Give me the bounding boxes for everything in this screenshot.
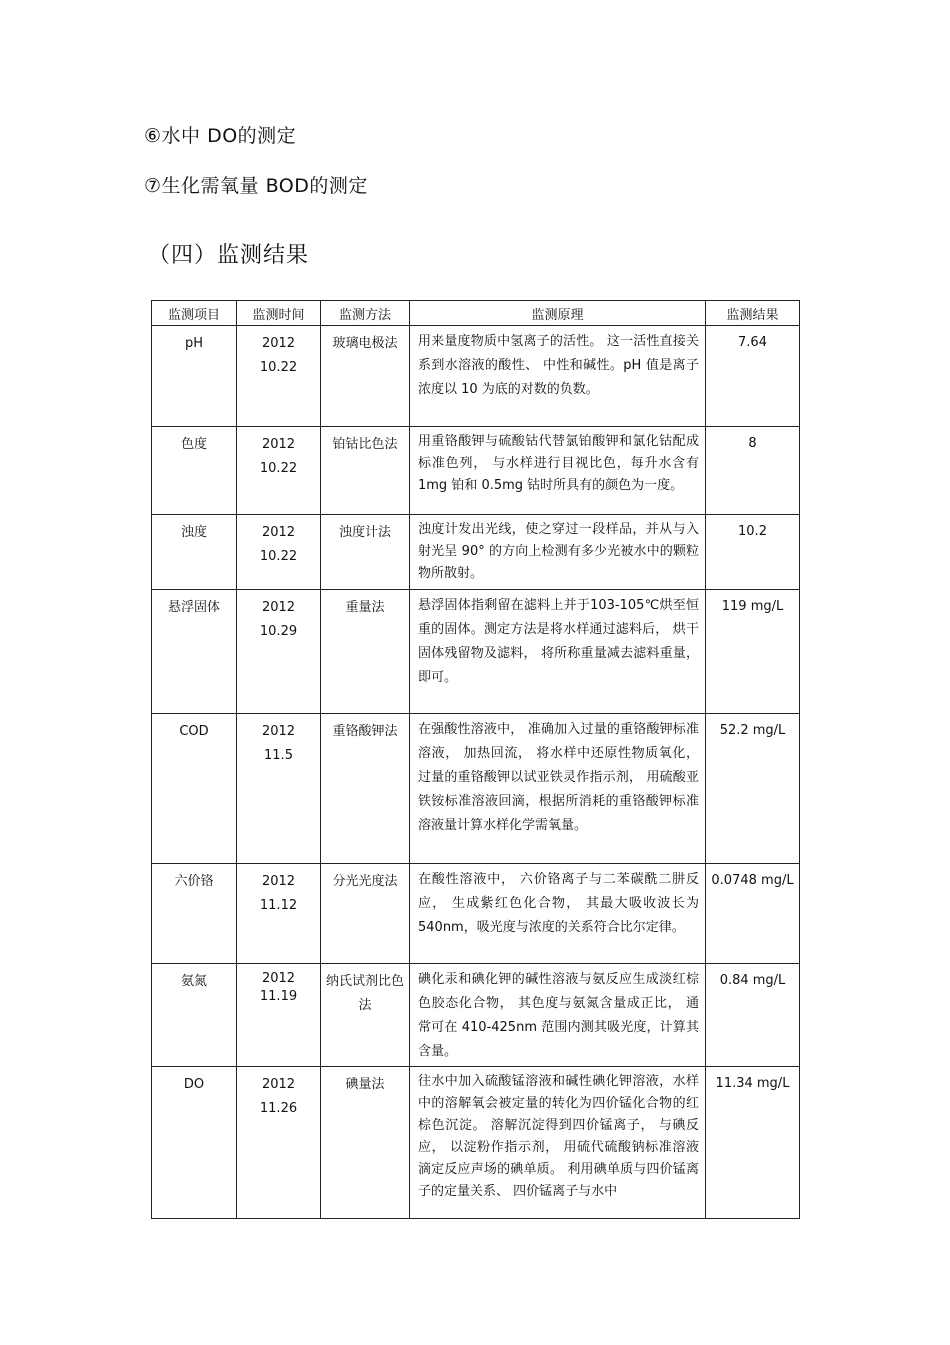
cell-method: 浊度计法 (321, 515, 410, 590)
header-time: 监测时间 (237, 301, 321, 326)
cell-method: 重量法 (321, 590, 410, 714)
cell-result: 11.34 mg/L (706, 1067, 800, 1219)
cell-time (237, 1067, 321, 1219)
cell-time (237, 590, 321, 714)
cell-year: 2012 (261, 874, 296, 889)
table-row (152, 864, 800, 964)
cell-result: 7.64 (706, 326, 800, 427)
table-row (152, 964, 800, 1067)
table-header-row (152, 301, 800, 326)
cell-result: 0.0748 mg/L (706, 864, 800, 964)
cell-result: 52.2 mg/L (706, 714, 800, 864)
cell-time (237, 427, 321, 515)
cell-item: 氨氮 (152, 964, 237, 1067)
cell-item: 色度 (152, 427, 237, 515)
header-result: 监测结果 (706, 301, 800, 326)
cell-year: 2012 (261, 525, 296, 540)
cell-item: 浊度 (152, 515, 237, 590)
cell-principle: 浊度计发出光线，使之穿过一段样品，并从与入射光呈 90° 的方向上检测有多少光被水中的颗粒物所散射。 (410, 515, 706, 590)
cell-method: 铂钴比色法 (321, 427, 410, 515)
cell-date: 10.22 (259, 461, 298, 476)
header-principle: 监测原理 (410, 301, 706, 326)
cell-result: 0.84 mg/L (706, 964, 800, 1067)
cell-year: 2012 (261, 971, 296, 986)
cell-method: 玻璃电极法 (321, 326, 410, 427)
cell-year: 2012 (261, 724, 296, 739)
section-title: （四）监测结果 (148, 243, 310, 268)
header-item: 监测项目 (152, 301, 237, 326)
list-item-do-measurement: ⑥水中 DO的测定 (144, 125, 297, 147)
cell-item: DO (152, 1067, 237, 1219)
cell-year: 2012 (261, 437, 296, 452)
cell-date: 11.26 (259, 1101, 298, 1116)
cell-result: 119 mg/L (706, 590, 800, 714)
cell-year: 2012 (261, 336, 296, 351)
cell-date: 10.29 (259, 624, 298, 639)
cell-result: 8 (706, 427, 800, 515)
cell-principle: 碘化汞和碘化钾的碱性溶液与氨反应生成淡红棕色胶态化合物， 其色度与氨氮含量成正比， 通常可在 410-425nm 范围内测其吸光度，计算其含量。 (410, 964, 706, 1067)
table-row (152, 515, 800, 590)
monitoring-results-table (151, 300, 800, 1219)
cell-date: 11.12 (259, 898, 298, 913)
cell-item: COD (152, 714, 237, 864)
cell-principle: 用来量度物质中氢离子的活性。 这一活性直接关系到水溶液的酸性、 中性和碱性。pH 值是离子浓度以 10 为底的对数的负数。 (410, 326, 706, 427)
cell-date: 11.5 (264, 748, 293, 763)
cell-principle: 悬浮固体指剩留在滤料上并于103-105℃烘至恒重的固体。测定方法是将水样通过滤料后， 烘干固体残留物及滤料， 将所称重量减去滤料重量， 即可。 (410, 590, 706, 714)
cell-time (237, 326, 321, 427)
table-row (152, 714, 800, 864)
cell-year: 2012 (261, 600, 296, 615)
cell-time (237, 515, 321, 590)
cell-year: 2012 (261, 1077, 296, 1092)
header-method: 监测方法 (321, 301, 410, 326)
cell-method: 重铬酸钾法 (321, 714, 410, 864)
cell-time (237, 864, 321, 964)
cell-result: 10.2 (706, 515, 800, 590)
cell-method: 碘量法 (321, 1067, 410, 1219)
cell-principle: 往水中加入硫酸锰溶液和碱性碘化钾溶液，水样中的溶解氧会被定量的转化为四价锰化合物的红棕色沉淀。 溶解沉淀得到四价锰离子， 与碘反应， 以淀粉作指示剂， 用硫代硫酸钠标准溶液滴定反应声场的碘单质。 利用碘单质与四价锰离子的定量关系、 四价锰离子与水中 (410, 1067, 706, 1219)
table-row (152, 1067, 800, 1219)
cell-item: 悬浮固体 (152, 590, 237, 714)
cell-date: 11.19 (259, 989, 298, 1004)
cell-principle: 用重铬酸钾与硫酸钴代替氯铂酸钾和氯化钴配成标准色列， 与水样进行目视比色，每升水含有 1mg 铂和 0.5mg 钴时所具有的颜色为一度。 (410, 427, 706, 515)
cell-principle: 在酸性溶液中， 六价铬离子与二苯碳酰二肼反应， 生成紫红色化合物， 其最大吸收波长为 540nm，吸光度与浓度的关系符合比尔定律。 (410, 864, 706, 964)
cell-time (237, 964, 321, 1067)
cell-principle: 在强酸性溶液中， 准确加入过量的重铬酸钾标准溶液， 加热回流， 将水样中还原性物质氧化， 过量的重铬酸钾以试亚铁灵作指示剂， 用硫酸亚铁铵标准溶液回滴，根据所消耗的重铬酸钾标准溶液量计算水样化学需氧量。 (410, 714, 706, 864)
list-item-bod-measurement: ⑦生化需氧量 BOD的测定 (144, 175, 368, 197)
table-row (152, 590, 800, 714)
cell-item: 六价铬 (152, 864, 237, 964)
cell-method: 分光光度法 (321, 864, 410, 964)
cell-method: 纳氏试剂比色法 (321, 964, 410, 1067)
cell-date: 10.22 (259, 360, 298, 375)
table-row (152, 326, 800, 427)
cell-time (237, 714, 321, 864)
table-row (152, 427, 800, 515)
cell-item: pH (152, 326, 237, 427)
cell-date: 10.22 (259, 549, 298, 564)
